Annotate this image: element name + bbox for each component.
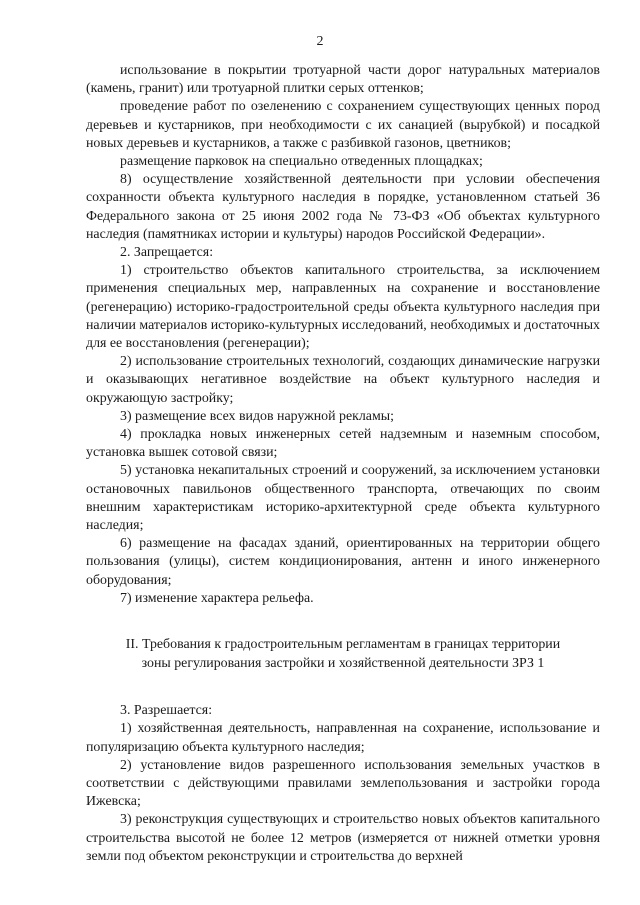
paragraph: 3) реконструкция существующих и строительство новых объектов капитального строительства высотой не более 12 метров (измеряется от нижней отметки уровня земли под объектом реконструкции и строительства до верхней <box>86 812 600 864</box>
paragraph: размещение парковок на специально отведенных площадках; <box>120 154 483 170</box>
paragraphs-bottom <box>86 702 600 866</box>
paragraph: 2. Запрещается: <box>120 245 214 261</box>
section-heading <box>86 635 600 673</box>
paragraph: 1) строительство объектов капитального строительства, за исключением применения специальных мер, направленных на сохранение и восстановление (регенерацию) историко-градостроительной среды объекта культурного наследия при наличии материалов историко-культурных исследований, необходимых и достаточных для ее восстановления (регенерации); <box>86 263 600 352</box>
paragraph: 3. Разрешается: <box>120 703 213 719</box>
paragraphs-top <box>86 62 600 608</box>
section-heading-line: зоны регулирования застройки и хозяйственной деятельности ЗРЗ 1 <box>141 656 545 672</box>
paragraph: использование в покрытии тротуарной части дорог натуральных материалов (камень, гранит) или тротуарной плитки серых оттенков; <box>86 63 600 97</box>
paragraph: 8) осуществление хозяйственной деятельности при условии обеспечения сохранности объекта культурного наследия в порядке, установленном статьей 36 Федерального закона от 25 июня 2002 года № 73-ФЗ «Об объектах культурного наследия (памятниках истории и культуры) народов Российской Федерации». <box>86 172 600 242</box>
paragraph: проведение работ по озеленению с сохранением существующих ценных пород деревьев и кустарников, при необходимости с их санацией (вырубкой) и посадкой новых деревьев и кустарников, а также с разбивкой газонов, цветников; <box>86 99 600 151</box>
paragraph: 2) установление видов разрешенного использования земельных участков в соответствии с действующими правилами землепользования и застройки города Ижевска; <box>86 757 600 810</box>
paragraph: 5) установка некапитальных строений и сооружений, за исключением установки остановочных павильонов общественного транспорта, отвечающих по своим внешним характеристикам историко-архитектурной среде объекта культурного наследия; <box>86 463 600 534</box>
section-heading-line: II. Требования к градостроительным регламентам в границах территории <box>125 637 561 653</box>
paragraph: 2) использование строительных технологий, создающих динамические нагрузки и оказывающих негативное воздействие на объект культурного наследия и окружающую застройку; <box>86 354 600 406</box>
page-number: 2 <box>316 34 324 49</box>
paragraph: 7) изменение характера рельефа. <box>120 590 314 606</box>
paragraph: 4) прокладка новых инженерных сетей надземным и наземным способом, установка вышек сотовой связи; <box>86 427 600 461</box>
paragraph: 1) хозяйственная деятельность, направленная на сохранение, использование и популяризацию объекта культурного наследия; <box>86 721 600 755</box>
paragraph: 3) размещение всех видов наружной рекламы; <box>120 408 394 424</box>
paragraph: 6) размещение на фасадах зданий, ориентированных на территории общего пользования (улицы), систем кондиционирования, антенн и иного инженерного оборудования; <box>86 536 600 588</box>
document-body <box>86 62 600 866</box>
